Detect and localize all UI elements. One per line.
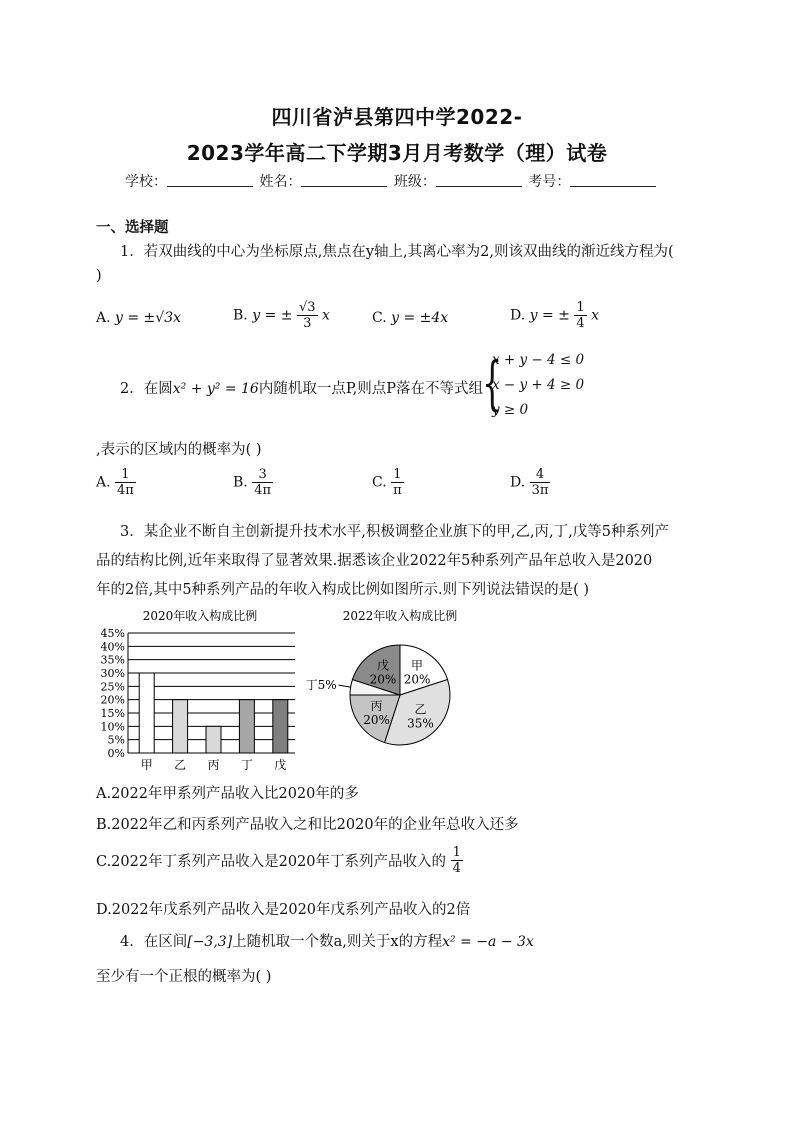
pie-chart-title: 2022年收入构成比例 bbox=[342, 609, 458, 623]
q2-option-d[interactable]: D. $\frac{4}{3\pi}$ bbox=[510, 467, 549, 498]
q2-option-b[interactable]: B. $\frac{3}{4\pi}$ bbox=[233, 467, 272, 498]
name-label: 姓名： bbox=[259, 174, 302, 190]
y-tick-label: 20% bbox=[100, 693, 125, 707]
q4-interval: [−3,3] bbox=[187, 934, 233, 950]
q2-ineq-1: x + y − 4 ≤ 0 bbox=[492, 352, 585, 368]
q1-option-c[interactable]: C. y = ±4x bbox=[372, 310, 449, 326]
title-line-1: 四川省泸县第四中学2022- bbox=[271, 105, 523, 129]
title-line-2: 2023学年高二下学期3月月考数学（理）试卷 bbox=[186, 141, 608, 165]
q3-c-fraction: $\frac{1}{4}$ bbox=[452, 845, 461, 876]
q3-option-d[interactable]: D.2022年戊系列产品收入是2020年戊系列产品收入的2倍 bbox=[96, 902, 471, 918]
exam-no-label: 考号： bbox=[528, 174, 571, 190]
q2-ineq-3: y ≥ 0 bbox=[492, 402, 529, 418]
section-heading: 一、选择题 bbox=[96, 220, 169, 236]
bar-chart-2020 bbox=[90, 605, 305, 775]
q3-option-a[interactable]: A.2022年甲系列产品收入比2020年的多 bbox=[96, 786, 359, 802]
bar-乙 bbox=[173, 700, 188, 753]
q2-ineq-2: x − y + 4 ≥ 0 bbox=[492, 377, 585, 393]
q4-stem-line-2: 至少有一个正根的概率为( ) bbox=[96, 969, 272, 985]
x-category-label: 戊 bbox=[274, 758, 287, 772]
pie-name-戊: 戊 bbox=[376, 658, 389, 673]
q2-option-c[interactable]: C. $\frac{1}{\pi}$ bbox=[372, 467, 402, 498]
pie-percent-丙: 20% bbox=[363, 713, 390, 728]
bar-戊 bbox=[273, 700, 288, 753]
name-blank[interactable] bbox=[301, 174, 387, 187]
pie-name-乙: 乙 bbox=[414, 702, 427, 717]
school-blank[interactable] bbox=[167, 174, 253, 187]
x-category-label: 丙 bbox=[207, 758, 220, 772]
class-blank[interactable] bbox=[436, 174, 522, 187]
q1-option-b[interactable]: B. y = ± $\frac{√3}{3}$ x bbox=[233, 300, 330, 331]
q3-stem-line-3: 年的2倍,其中5种系列产品的年收入构成比例如图所示.则下列说法错误的是( ) bbox=[96, 582, 590, 598]
pie-percent-甲: 20% bbox=[403, 672, 431, 687]
q1-b-fraction: $\frac{√3}{3}$ bbox=[298, 300, 316, 331]
q3-stem-line-1: 3．某企业不断自主创新提升技术水平,积极调整企业旗下的甲,乙,丙,丁,戊等5种系列产 bbox=[120, 524, 669, 540]
y-tick-label: 15% bbox=[100, 707, 125, 720]
y-tick-label: 45% bbox=[100, 627, 125, 640]
q1-stem-line-2: ) bbox=[96, 268, 102, 284]
left-brace: { bbox=[482, 349, 503, 417]
leader-line bbox=[339, 685, 351, 687]
pie-chart-2022 bbox=[305, 605, 480, 755]
y-tick-label: 5% bbox=[107, 733, 125, 747]
exam-no-blank[interactable] bbox=[570, 174, 656, 187]
q1-option-a[interactable]: A. y = ±√3x bbox=[96, 310, 182, 326]
q3-option-c[interactable]: C.2022年丁系列产品收入是2020年丁系列产品收入的 $\frac{1}{4}$ bbox=[96, 845, 461, 876]
pie-percent-戊: 20% bbox=[369, 672, 397, 687]
y-tick-label: 25% bbox=[100, 680, 125, 694]
bar-丙 bbox=[206, 726, 221, 753]
x-category-label: 丁 bbox=[240, 758, 253, 772]
pie-name-甲: 甲 bbox=[411, 658, 424, 673]
q1-d-fraction: $\frac{1}{4}$ bbox=[576, 300, 585, 331]
q1-stem-line-1: 1．若双曲线的中心为坐标原点,焦点在y轴上,其离心率为2,则该双曲线的渐近线方程为( bbox=[120, 244, 674, 260]
q2-stem-line-1: 2．在圆x² + y² = 16内随机取一点P,则点P落在不等式组 bbox=[120, 381, 484, 397]
student-info-row bbox=[125, 171, 658, 191]
bar-chart-title: 2020年收入构成比例 bbox=[142, 609, 258, 623]
y-tick-label: 10% bbox=[100, 720, 125, 734]
y-tick-label: 40% bbox=[100, 640, 125, 654]
y-tick-label: 30% bbox=[100, 667, 125, 680]
pie-name-丙: 丙 bbox=[370, 699, 383, 714]
school-label: 学校： bbox=[125, 174, 167, 190]
bar-甲 bbox=[139, 673, 154, 753]
x-category-label: 甲 bbox=[140, 758, 153, 772]
x-category-label: 乙 bbox=[174, 758, 187, 772]
y-tick-label: 0% bbox=[107, 747, 125, 760]
q1-option-d[interactable]: D. y = ± $\frac{1}{4}$ x bbox=[510, 300, 600, 331]
q3-option-b[interactable]: B.2022年乙和丙系列产品收入之和比2020年的企业年总收入还多 bbox=[96, 817, 519, 833]
class-label: 班级： bbox=[393, 174, 436, 190]
q3-stem-line-2: 品的结构比例,近年来取得了显著效果.据悉该企业2022年5种系列产品年总收入是2020 bbox=[96, 553, 653, 569]
bar-丁 bbox=[239, 700, 254, 753]
q2-circle-equation: x² + y² = 16 bbox=[172, 381, 259, 397]
pie-label-丁: 丁5% bbox=[305, 678, 337, 693]
q2-option-a[interactable]: A. $\frac{1}{4\pi}$ bbox=[96, 467, 134, 498]
pie-percent-乙: 35% bbox=[407, 716, 434, 731]
q4-equation: x² = −a − 3x bbox=[442, 934, 534, 950]
y-tick-label: 35% bbox=[100, 653, 125, 667]
q2-stem-line-2: ,表示的区域内的概率为( ) bbox=[96, 442, 262, 458]
q4-stem-line-1: 4．在区间[−3,3]上随机取一个数a,则关于x的方程x² = −a − 3x bbox=[120, 934, 534, 950]
